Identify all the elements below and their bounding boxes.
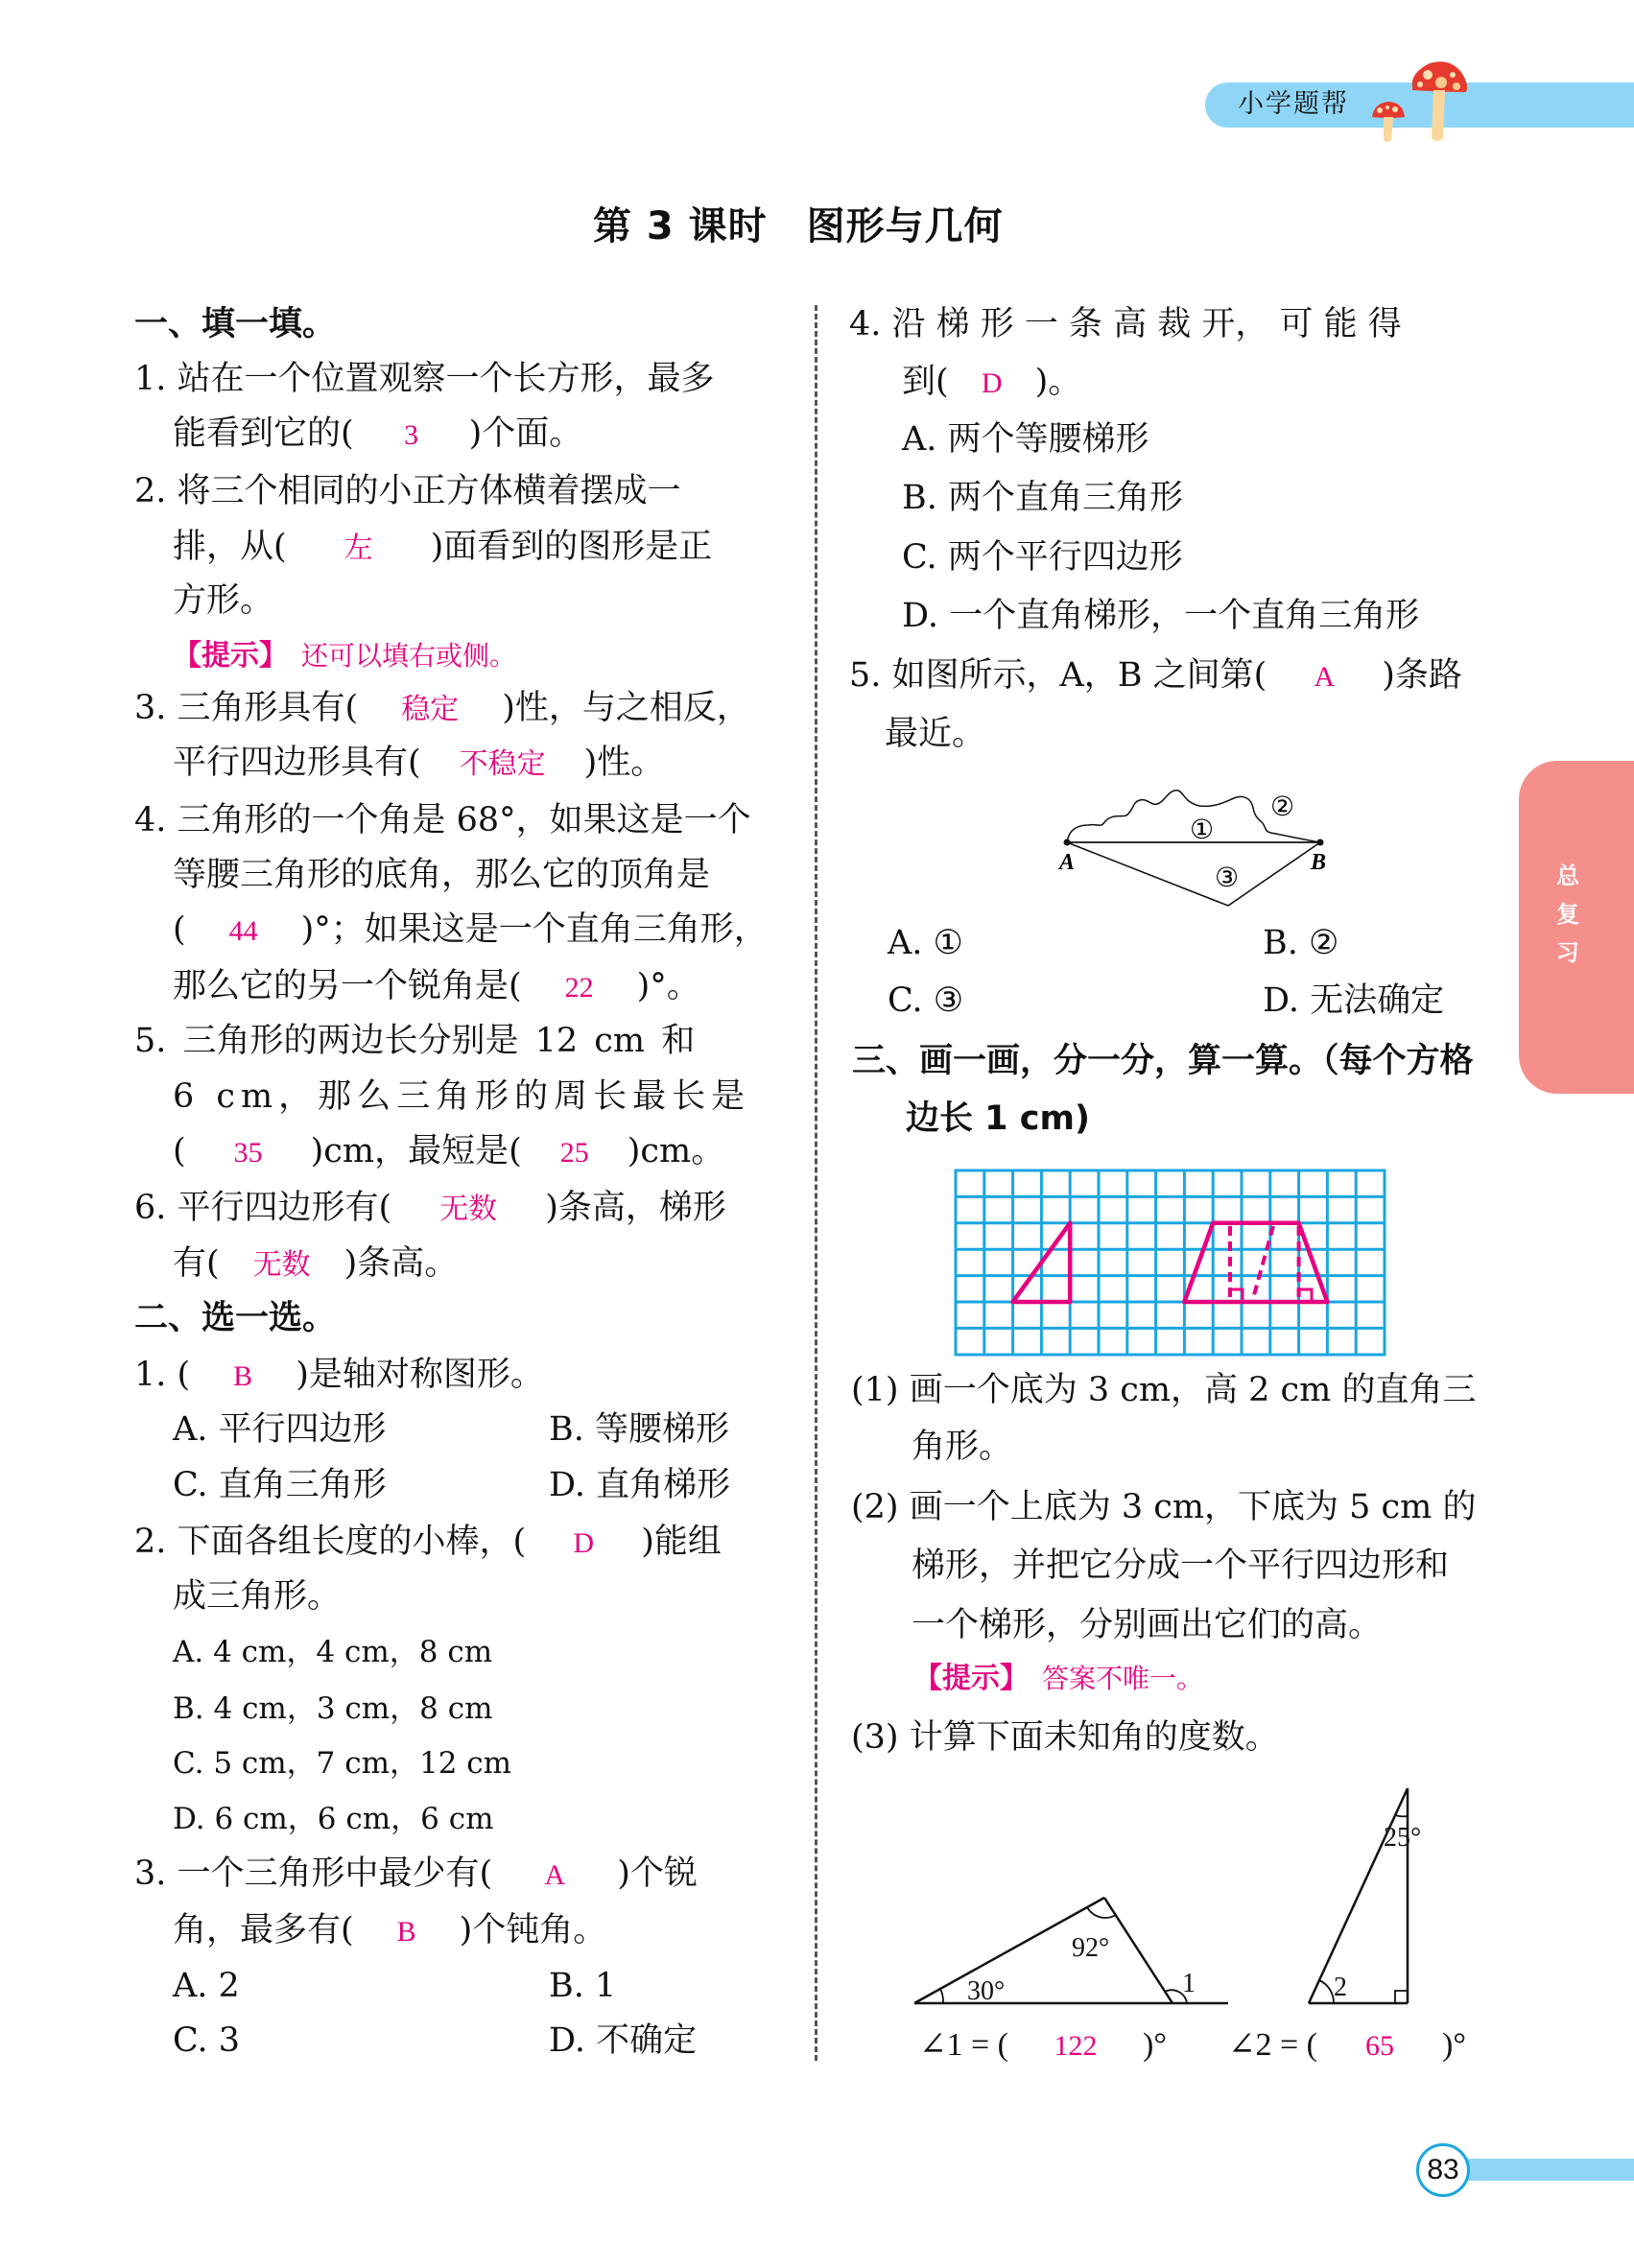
s2-q4-line2: 到( D )。 — [902, 363, 1082, 401]
drawing-grid — [952, 1167, 1393, 1360]
page-title: 第 3 课时 图形与几何 — [593, 204, 1004, 248]
answer-blank: 25 — [559, 1137, 589, 1169]
s1-q6-line2: 有( 无数 )条高。 — [173, 1244, 459, 1283]
s1-q3-line1: 3. 三角形具有( 稳定 )性，与之相反， — [134, 689, 750, 727]
s3-p2-line1: (2) 画一个上底为 3 cm，下底为 5 cm 的 — [851, 1488, 1477, 1526]
option: B. ② — [1263, 924, 1339, 962]
s3-p3-line1: (3) 计算下面未知角的度数。 — [851, 1718, 1279, 1757]
s1-q5-line1: 5. 三角形的两边长分别是 12 cm 和 — [134, 1022, 696, 1060]
answer-blank: 稳定 — [401, 694, 460, 725]
option: B. 4 cm，3 cm，8 cm — [173, 1691, 493, 1726]
answer-blank: 22 — [564, 972, 594, 1004]
svg-text:A: A — [1059, 850, 1076, 875]
svg-text:②: ② — [1270, 791, 1295, 822]
svg-text:B: B — [1311, 850, 1327, 875]
answer-blank: D — [981, 367, 1003, 399]
section2-heading: 二、选一选。 — [134, 1299, 337, 1337]
option: A. 2 — [173, 1967, 240, 2005]
s1-q3-line2: 平行四边形具有( 不稳定 )性。 — [173, 744, 665, 782]
s3-p1-line1: (1) 画一个底为 3 cm，高 2 cm 的直角三 — [851, 1371, 1477, 1409]
svg-text:1: 1 — [1182, 1969, 1196, 1998]
s3-p2-line2: 梯形，并把它分成一个平行四边形和 — [912, 1547, 1450, 1585]
option: B. 等腰梯形 — [549, 1410, 729, 1449]
s2-q5-stem: 5. 如图所示，A，B 之间第( A )条路 — [849, 656, 1462, 695]
option: B. 两个直角三角形 — [902, 479, 1183, 517]
option: A. 平行四边形 — [173, 1410, 387, 1449]
path-diagram — [1046, 768, 1334, 921]
answer-blank: 65 — [1365, 2030, 1394, 2062]
hint: 【提示】 答案不唯一。 — [913, 1662, 1204, 1695]
s1-q2-line3: 方形。 — [173, 581, 274, 620]
answer-blank: A — [544, 1859, 566, 1891]
s2-q3-stem2: 角，最多有( B )个钝角。 — [173, 1911, 607, 1949]
svg-text:③: ③ — [1215, 862, 1240, 893]
option: D. 一个直角梯形，一个直角三角形 — [902, 597, 1420, 635]
option: C. 3 — [173, 2021, 241, 2060]
s1-q4-line1: 4. 三角形的一个角是 68°，如果这是一个 — [134, 801, 751, 839]
option: C. 两个平行四边形 — [902, 538, 1183, 577]
column-divider — [815, 305, 817, 2061]
s2-q1-stem: 1. ( B )是轴对称图形。 — [134, 1356, 544, 1394]
s2-q3-stem: 3. 一个三角形中最少有( A )个锐 — [134, 1855, 698, 1893]
side-tab-char: 复 — [1556, 901, 1579, 928]
section3-heading-cont: 边长 1 cm) — [906, 1099, 1090, 1138]
answer-blank: D — [573, 1527, 595, 1559]
section3-heading: 三、画一画，分一分，算一算。（每个方格 — [852, 1042, 1474, 1080]
s2-q2-stem2: 成三角形。 — [173, 1577, 342, 1616]
footer-bar — [1466, 2159, 1634, 2181]
answer-blank: A — [1314, 661, 1336, 693]
s1-q1-line2: 能看到它的( 3 )个面。 — [173, 414, 583, 453]
answer-blank: 3 — [404, 419, 419, 451]
svg-text:2: 2 — [1334, 1973, 1347, 2002]
side-tab-review — [1519, 761, 1634, 1094]
answer-blank: 无数 — [252, 1249, 311, 1281]
answer-blank: 不稳定 — [459, 748, 546, 780]
side-tab-char: 总 — [1556, 862, 1579, 889]
option: A. 两个等腰梯形 — [902, 420, 1149, 459]
s1-q2-line2: 排，从( 左 )面看到的图形是正 — [173, 528, 713, 566]
s1-q5-line2: 6 cm，那么三角形的周长最长是 — [173, 1077, 751, 1116]
option: C. 5 cm，7 cm，12 cm — [173, 1746, 512, 1781]
option: D. 直角梯形 — [549, 1466, 731, 1504]
s1-q4-line2: 等腰三角形的底角，那么它的顶角是 — [173, 856, 711, 894]
svg-text:25°: 25° — [1384, 1823, 1422, 1853]
option: D. 不确定 — [549, 2021, 698, 2060]
option: C. 直角三角形 — [173, 1466, 387, 1504]
answer-blank: B — [396, 1916, 416, 1948]
s1-q5-line3: ( 35 )cm，最短是( 25 )cm。 — [173, 1132, 725, 1170]
s2-q5-stem2: 最近。 — [885, 715, 986, 753]
svg-text:30°: 30° — [967, 1976, 1006, 2006]
s1-q6-line1: 6. 平行四边形有( 无数 )条高，梯形 — [134, 1189, 726, 1227]
s1-q4-line4: 那么它的另一个锐角是( 22 )°。 — [173, 967, 700, 1005]
answer-blank: B — [233, 1360, 253, 1392]
hint: 【提示】 还可以填右或侧。 — [173, 639, 517, 673]
option: A. 4 cm，4 cm，8 cm — [173, 1635, 493, 1669]
side-tab-char: 习 — [1556, 939, 1579, 966]
angle-figures — [902, 1775, 1439, 2024]
s3-p1-line2: 角形。 — [912, 1428, 1013, 1466]
answer-blank: 左 — [343, 532, 373, 564]
angle1-answer: ∠1 = ( 122 )° — [919, 2024, 1167, 2067]
s2-q4-line1: 4. 沿 梯 形 一 条 高 裁 开， 可 能 得 — [849, 305, 1402, 343]
s3-p2-line3: 一个梯形，分别画出它们的高。 — [912, 1606, 1383, 1644]
option: C. ③ — [888, 981, 964, 1020]
s1-q2-line1: 2. 将三个相同的小正方体横着摆成一 — [134, 472, 681, 510]
svg-text:①: ① — [1190, 814, 1215, 845]
option: A. ① — [888, 924, 963, 962]
angle2-answer: ∠2 = ( 65 )° — [1228, 2024, 1466, 2067]
s1-q1-line1: 1. 站在一个位置观察一个长方形，最多 — [134, 360, 715, 398]
s2-q2-stem: 2. 下面各组长度的小棒，( D )能组 — [134, 1523, 722, 1561]
svg-text:92°: 92° — [1072, 1933, 1110, 1963]
s1-q4-line3: ( 44 )°；如果这是一个直角三角形， — [173, 910, 768, 949]
answer-blank: 35 — [233, 1137, 263, 1169]
brand-label: 小学题帮 — [1238, 89, 1349, 119]
option: D. 无法确定 — [1263, 981, 1445, 1020]
mushroom-icon — [1353, 58, 1468, 154]
answer-blank: 44 — [228, 915, 258, 947]
answer-blank: 无数 — [439, 1193, 498, 1225]
option: B. 1 — [549, 1967, 617, 2005]
page-number: 83 — [1416, 2143, 1470, 2197]
section1-heading: 一、填一填。 — [134, 305, 337, 343]
option: D. 6 cm，6 cm，6 cm — [173, 1802, 494, 1836]
answer-blank: 122 — [1054, 2030, 1098, 2062]
